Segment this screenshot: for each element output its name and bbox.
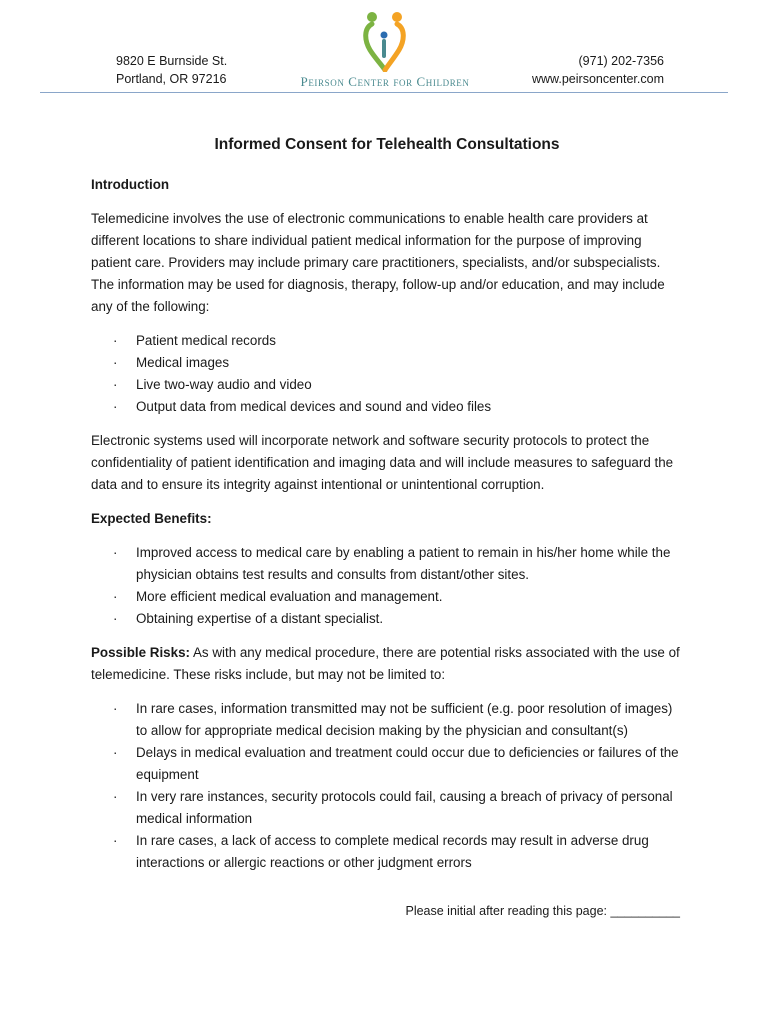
document-body: [91, 134, 683, 886]
header-divider: [40, 92, 728, 93]
list-item: · Patient medical records: [113, 333, 276, 348]
list-item: · In rare cases, information transmitted may not be sufficient (e.g. poor resolution of images) to allow for appropriate medical decision making by the physician and consultant(s): [113, 701, 673, 738]
initial-prompt[interactable]: Please initial after reading this page: __________: [405, 904, 680, 918]
introduction-paragraph: Telemedicine involves the use of electronic communications to enable health care providers at different locations to share individual patient medical information for the purpose of improving patient care. Providers may include primary care practitioners, specialists, and/or subspecialists. The information may be used for diagnosis, therapy, follow-up and/or education, and may include any of the following:: [91, 211, 665, 314]
address-line-1: 9820 E Burnside St.: [116, 54, 228, 68]
list-item: · Obtaining expertise of a distant specialist.: [113, 611, 384, 626]
peirson-center-logo: [270, 10, 500, 88]
website-url: www.peirsoncenter.com: [531, 72, 664, 86]
risks-list: [91, 698, 683, 874]
benefits-list: [91, 542, 683, 630]
risks-heading: Possible Risks:: [91, 645, 190, 660]
list-item: · Improved access to medical care by enabling a patient to remain in his/her home while the physician obtains test results and consults from distant/other sites.: [113, 545, 671, 582]
information-list: [91, 330, 683, 418]
risks-intro: As with any medical procedure, there are potential risks associated with the use of telemedicine. These risks include, but may not be limited to:: [91, 645, 680, 682]
list-item: · More efficient medical evaluation and management.: [113, 589, 443, 604]
contact-block: [532, 52, 664, 88]
address-block: [116, 52, 227, 88]
list-item: · In rare cases, a lack of access to complete medical records may result in adverse drug interactions or allergic reactions or other judgment errors: [113, 833, 649, 870]
benefits-heading: Expected Benefits:: [91, 511, 212, 526]
introduction-heading: Introduction: [91, 177, 170, 192]
logo-wordmark: Peirson Center for Children: [300, 74, 470, 89]
list-item: · In very rare instances, security protocols could fail, causing a breach of privacy of personal medical information: [113, 789, 673, 826]
list-item: · Live two-way audio and video: [113, 377, 312, 392]
list-item: · Delays in medical evaluation and treatment could occur due to deficiencies or failures of the equipment: [113, 745, 679, 782]
risks-paragraph: [91, 642, 683, 686]
document-title: Informed Consent for Telehealth Consultations: [214, 136, 560, 153]
security-paragraph: Electronic systems used will incorporate network and software security protocols to protect the confidentiality of patient identification and imaging data and will include measures to safeguard the data and to ensure its integrity against intentional or unintentional corruption.: [91, 433, 674, 492]
family-heart-icon: [362, 10, 408, 72]
phone-number: (971) 202-7356: [578, 54, 664, 68]
list-item: · Output data from medical devices and sound and video files: [113, 399, 492, 414]
address-line-2: Portland, OR 97216: [116, 72, 227, 86]
list-item: · Medical images: [113, 355, 230, 370]
